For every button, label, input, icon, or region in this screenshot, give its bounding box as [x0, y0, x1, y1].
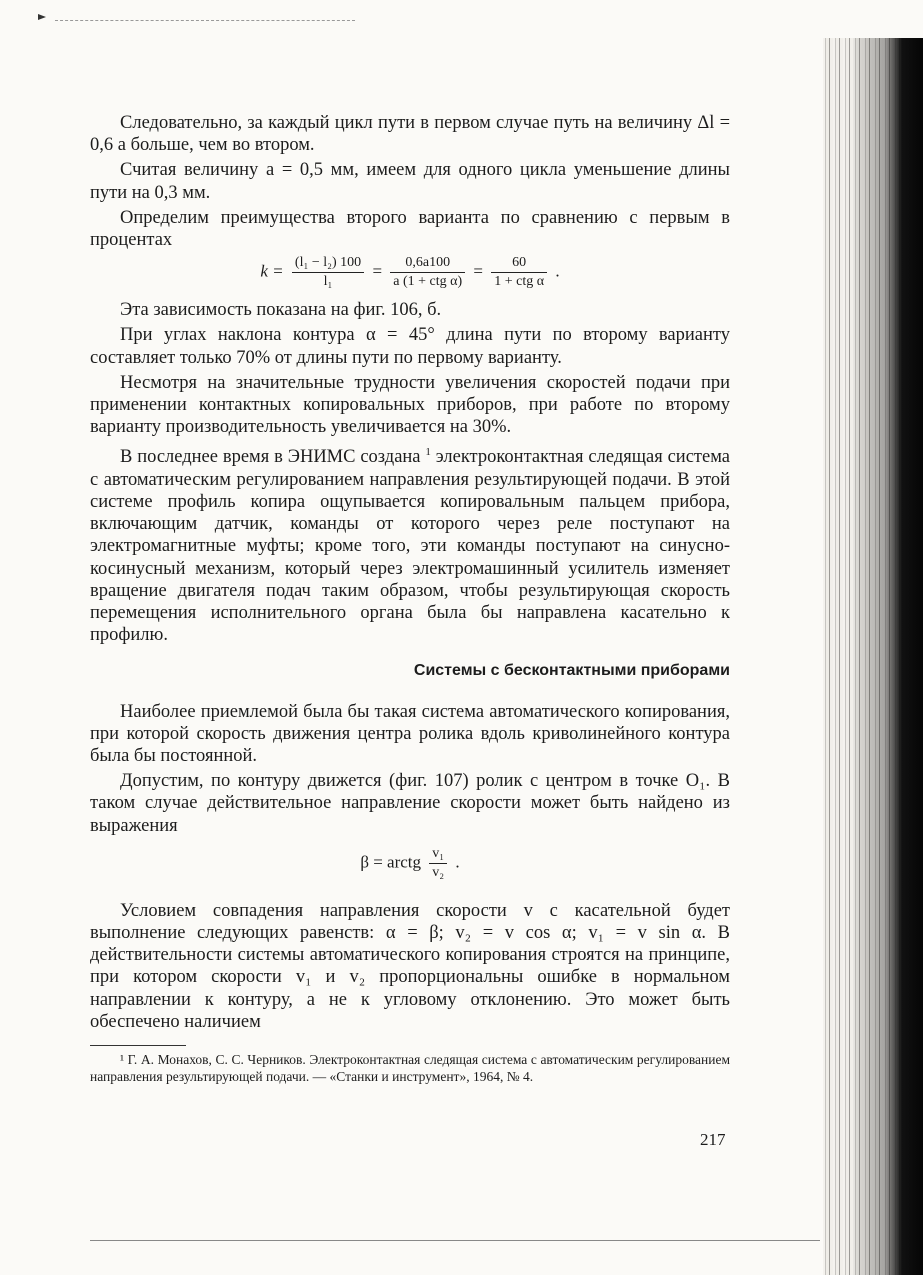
fraction [292, 254, 364, 291]
section-heading: Системы с бесконтактными приборами [413, 662, 730, 680]
paragraph-rest: электроконтактная следящая система с автоматическим регулированием направления результирующей подачи. В этой системе профиль копира ощупывается копировальным пальцем прибора, включающим датчик, команды от которого через реле поступают на электромагнитные муфты; кроме того, эти команды поступают на синусно-косинусный механизм, который через электромашинный усилитель изменяет вращение двигателя подач таким образом, чтобы результирующая скорость перемещения исполнительного органа была бы направлена касательно к профилю. [90, 447, 730, 646]
book-spine-dark [853, 38, 923, 1275]
paragraph: Допустим, по контуру движется (фиг. 107) ролик с центром в точке O₁. В таком случае действительное направление скорости может быть найдено из выражения [90, 771, 730, 836]
formula-beta [90, 845, 730, 882]
paragraph: Эта зависимость показана на фиг. 106, б. [120, 300, 442, 321]
page-number: 217 [700, 1130, 726, 1149]
denominator: a (1 + ctg α) [393, 274, 463, 290]
bottom-rule [90, 1240, 820, 1241]
denominator: v₂ [432, 864, 445, 880]
formula-end: . [555, 261, 560, 281]
fraction [390, 254, 465, 291]
formula-k [90, 254, 730, 291]
numerator: (l₁ − l₂) 100 [292, 254, 364, 273]
top-rule [55, 20, 355, 21]
footnote: ¹ Г. А. Монахов, С. С. Черников. Электроконтактная следящая система с автоматическим регулированием направления результирующей подачи. — «Станки и инструмент», 1964, № 4. [90, 1052, 730, 1084]
numerator: 60 [491, 254, 547, 273]
paragraph: Считая величину a = 0,5 мм, имеем для одного цикла уменьшение длины пути на 0,3 мм. [90, 160, 730, 203]
fraction [491, 254, 547, 291]
paragraph: Следовательно, за каждый цикл пути в первом случае путь на величину Δl = 0,6 a больше, чем во втором. [90, 113, 730, 156]
denominator: l₁ [323, 274, 333, 290]
paragraph [90, 441, 730, 646]
paragraph: Несмотря на значительные трудности увеличения скоростей подачи при применении контактных копировальных приборов, при работе по второму варианту производительность увеличивается на 30%. [90, 372, 730, 438]
paragraph: При углах наклона контура α = 45° длина пути по второму варианту составляет только 70% от длины пути по первому варианту. [90, 325, 730, 368]
equals-sign: = [473, 261, 483, 281]
numerator: 0,6a100 [390, 254, 465, 273]
formula-lhs: k = [260, 261, 284, 281]
paragraph: Наиболее приемлемой была бы такая система автоматического копирования, при которой скорость движения центра ролика вдоль криволинейного контура была бы постоянной. [90, 701, 730, 767]
formula-lhs: β = arctg [360, 852, 422, 872]
footnote-rule [90, 1045, 186, 1046]
numerator: v₁ [429, 845, 447, 864]
footnote-ref[interactable]: 1 [425, 446, 431, 459]
formula-end: . [455, 852, 460, 872]
arrow-mark-icon [38, 14, 46, 20]
page-body [90, 112, 730, 1088]
denominator: 1 + ctg α [494, 274, 545, 290]
paragraph-start: В последнее время в ЭНИМС создана [120, 447, 421, 468]
equals-sign: = [372, 261, 383, 281]
paragraph: Определим преимущества второго варианта по сравнению с первым в процентах [90, 207, 730, 251]
fraction [429, 845, 447, 882]
paragraph: Условием совпадения направления скорости v с касательной будет выполнение следующих равенств: α = β; v₂ = v cos α; v₁ = v sin α. В действительности системы автоматического копирования строятся на принципе, при котором скорости v₁ и v₂ пропорциональны ошибке в нормальном направлении к контуру, а не к угловому отклонению. Это может быть обеспечено наличием [90, 900, 730, 1032]
